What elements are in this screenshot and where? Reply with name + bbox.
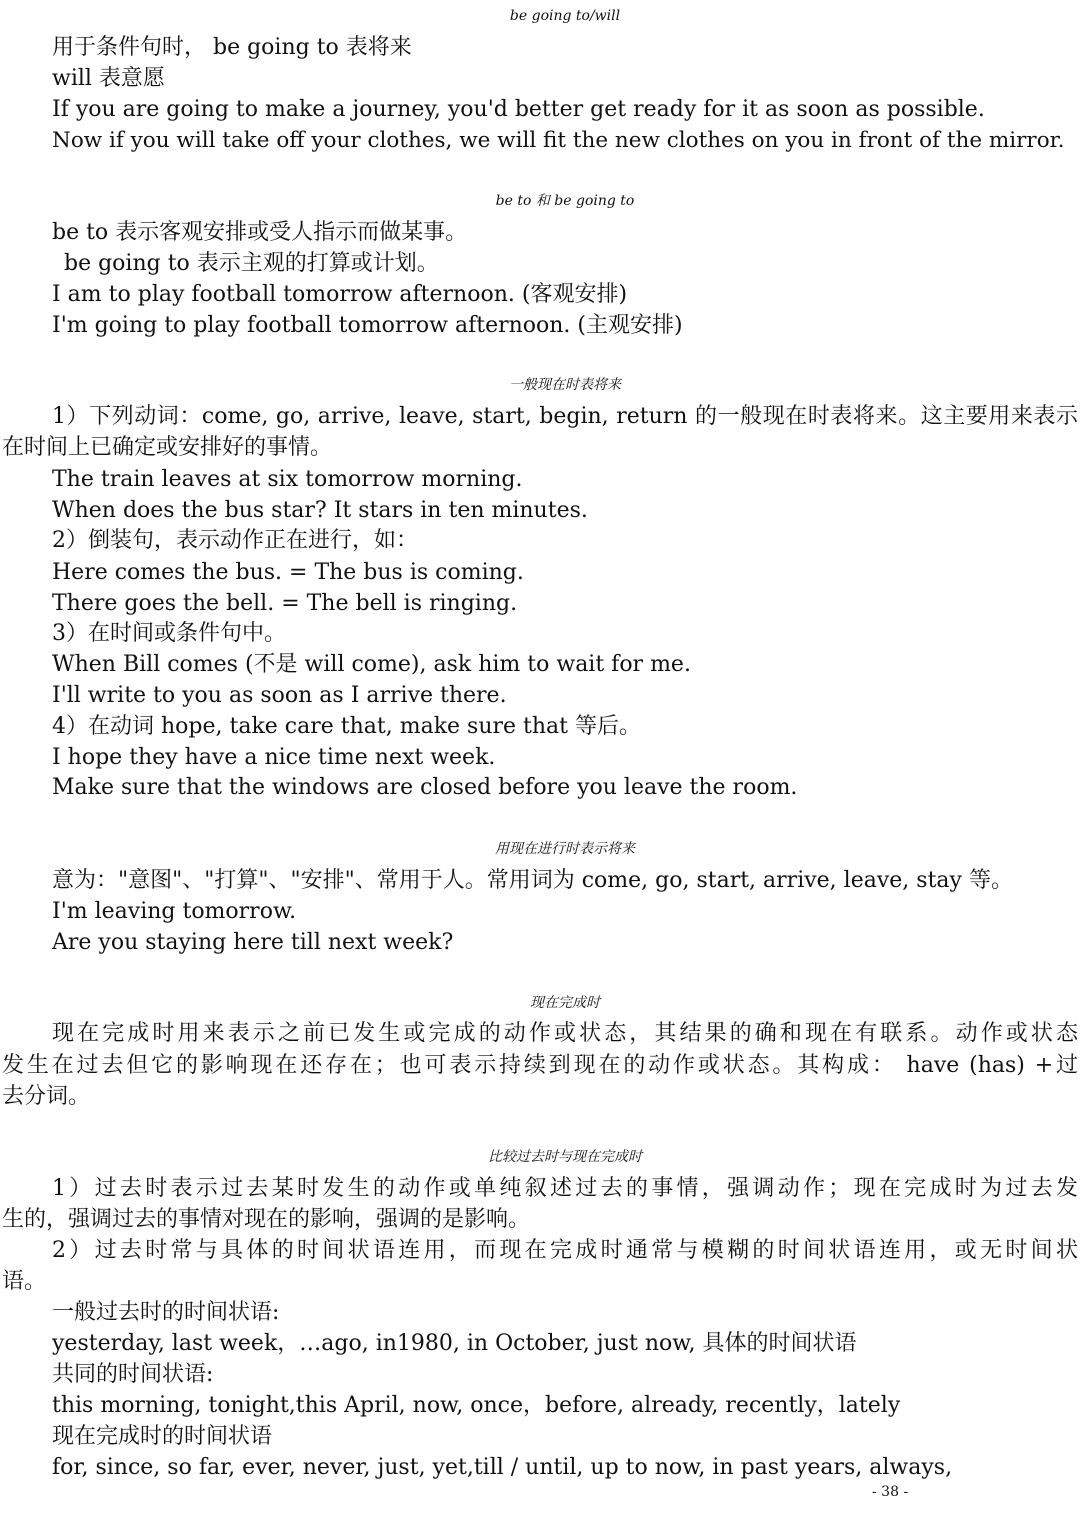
text-line: 意为："意图"、"打算"、"安排"、常用于人。常用词为 come, go, start, arrive, leave, stay 等。	[52, 868, 1013, 893]
text-line: 2）过去时常与具体的时间状语连用，而现在完成时通常与模糊的时间状语连用，或无时间状	[52, 1238, 1078, 1263]
text-line: Now if you will take off your clothes, we will fit the new clothes on you in front of the mirror.	[52, 128, 1065, 153]
section-heading: be to 和 be going to	[495, 193, 635, 209]
text-line: 语。	[2, 1269, 47, 1294]
text-line: 1）过去时表示过去某时发生的动作或单纯叙述过去的事情，强调动作；现在完成时为过去发	[52, 1176, 1078, 1201]
text-line: be to 表示客观安排或受人指示而做某事。	[52, 220, 468, 245]
text-line: 在时间上已确定或安排好的事情。	[2, 435, 333, 460]
text-line: I am to play football tomorrow afternoon. (客观安排)	[52, 282, 628, 307]
text-line: yesterday, last week，…ago, in1980, in October, just now, 具体的时间状语	[52, 1331, 857, 1356]
text-line: 去分词。	[2, 1084, 91, 1109]
page-number: - 38 -	[872, 1484, 909, 1500]
text-line: will 表意愿	[52, 66, 165, 91]
text-line: 现在完成时的时间状语	[52, 1424, 273, 1449]
text-line: 2）倒装句，表示动作正在进行，如：	[52, 528, 418, 553]
text-line: I'm going to play football tomorrow afternoon. (主观安排)	[52, 313, 683, 338]
text-line: Here comes the bus. = The bus is coming.	[52, 560, 524, 585]
text-line: be going to 表示主观的打算或计划。	[64, 251, 439, 276]
text-line: 3）在时间或条件句中。	[52, 621, 286, 646]
text-line: 用于条件句时， be going to 表将来	[52, 35, 412, 60]
text-line: There goes the bell. = The bell is ringing.	[52, 591, 518, 616]
text-line: 1）下列动词：come, go, arrive, leave, start, begin, return 的一般现在时表将来。这主要用来表示	[52, 404, 1078, 429]
section-heading: 现在完成时	[530, 995, 600, 1011]
text-line: If you are going to make a journey, you'd better get ready for it as soon as possible.	[52, 97, 985, 122]
text-line: 一般过去时的时间状语:	[52, 1300, 280, 1325]
text-line: 4）在动词 hope, take care that, make sure that 等后。	[52, 714, 641, 739]
text-line: I'm leaving tomorrow.	[52, 899, 297, 924]
text-line: Are you staying here till next week?	[52, 930, 454, 955]
text-line: 现在完成时用来表示之前已发生或完成的动作或状态，其结果的确和现在有联系。动作或状态	[52, 1021, 1078, 1046]
section-heading: 用现在进行时表示将来	[495, 841, 635, 857]
section-heading: be going to/will	[509, 8, 621, 24]
text-line: 共同的时间状语:	[52, 1362, 214, 1387]
text-line: 生的，强调过去的事情对现在的影响，强调的是影响。	[2, 1207, 531, 1232]
text-line: Make sure that the windows are closed before you leave the room.	[52, 775, 798, 800]
text-line: this morning, tonight,this April, now, once，before, already, recently，lately	[52, 1393, 901, 1418]
text-line: The train leaves at six tomorrow morning.	[52, 467, 523, 492]
text-line: 发生在过去但它的影响现在还存在；也可表示持续到现在的动作或状态。其构成： have (has) +过	[2, 1053, 1078, 1078]
section-heading: 比较过去时与现在完成时	[488, 1149, 642, 1165]
section-heading: 一般现在时表将来	[509, 377, 621, 393]
text-line: I hope they have a nice time next week.	[52, 745, 496, 770]
text-line: I'll write to you as soon as I arrive there.	[52, 683, 507, 708]
text-line: When does the bus star? It stars in ten minutes.	[52, 498, 588, 523]
text-line: for, since, so far, ever, never, just, yet,till / until, up to now, in past years, always,	[52, 1455, 953, 1480]
text-line: When Bill comes (不是 will come), ask him to wait for me.	[52, 652, 691, 677]
